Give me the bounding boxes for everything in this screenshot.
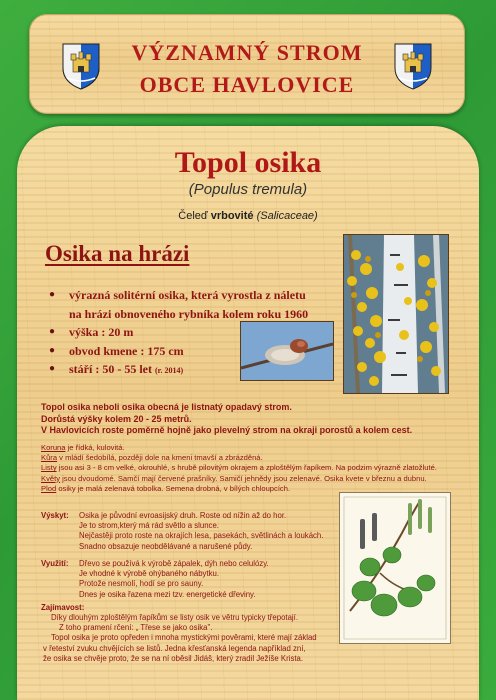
intro-paragraph: Topol osika neboli osika obecná je listnatý opadavý strom. Dorůstá výšky kolem 20 - 25 metrů. V Havlovicích roste poměrně hojně jako plevelný strom na okraji porostů a kolem cest. — [41, 402, 413, 435]
occurrence-text: Osika je původní evroasijský druh. Roste od nížin až do hor. Je to strom,který má rád světlo a slunce. Nejčastěji proto roste na okrajích lesa, pasekách, světlinách a loukách. Snadno obsazuje neobdělávané a narušené půdy. — [79, 511, 324, 551]
info-panel — [17, 126, 479, 700]
header-board — [29, 14, 465, 114]
page-title: Topol osika — [174, 146, 322, 179]
usage-label: Využití: — [41, 559, 69, 568]
coat-of-arms-icon — [393, 42, 433, 90]
curiosity-text: Díky dlouhým zploštělým řapíkům se listy osik ve větru typicky třepotají. Z toho pramení rčení: „ Třese se jako osika". Topol osika je proto opředen i mnoha mystickými pověrami, které mají základ v řeteství zvuku chvějících se listů. Jedna křesťanská legenda například zní, že osika se chvěje proto, že se na ní oběsil Jidáš, který zradil Ježíše Krista. — [43, 613, 317, 663]
family-line — [17, 210, 479, 222]
botanical-illustration — [339, 492, 451, 644]
family-prefix: Čeleď — [178, 210, 208, 222]
list-item: ● obvod kmene : 175 cm — [47, 342, 347, 361]
list-item: ● výška : 20 m — [47, 323, 347, 342]
occurrence-label: Výskyt: — [41, 511, 69, 520]
section-subtitle: Osika na hrázi — [45, 241, 190, 266]
catkin-photo — [240, 321, 334, 381]
header-line-1: VÝZNAMNÝ STROM — [131, 40, 363, 65]
list-item: ● výrazná solitérní osika, která vyrostla z náletu — [47, 286, 347, 305]
usage-text: Dřevo se používá k výrobě zápalek, dýh nebo celulózy. Je vhodné k výrobě ohýbaného nábytku. Protože nesmolí, hodí se pro sauny. Dnes je osika řazena mezi tzv. energetické dřeviny. — [79, 559, 269, 599]
list-item: Plod osiky je malá zelenavá tobolka. Semena drobná, v bílých chloupcích. — [41, 483, 291, 493]
latin-name: (Populus tremula) — [188, 181, 308, 198]
age-note: (r. 2014) — [154, 366, 184, 375]
aspen-tree-photo — [343, 234, 449, 394]
list-item: Kůra v mládí šedobílá, později dole na kmeni tmavší a zbrázděná. — [41, 453, 263, 463]
list-item: na hrázi obnoveného rybníka kolem roku 1960 — [69, 306, 309, 321]
family-name: vrbovité — [210, 210, 254, 222]
list-item: Květy jsou dvoudomé. Samčí mají červené prašníky. Samičí jehnědy jsou zelenavé. Osika kvete v březnu a dubnu. — [41, 473, 427, 483]
description-block — [41, 443, 471, 494]
list-item: Listy jsou asi 3 - 8 cm velké, okrouhlé, s hrubě pilovitým okrajem a zploštělým řapíkem. Na podzim výrazně zlatožluté. — [41, 463, 437, 473]
list-item: Koruna je řídká, kulovitá. — [41, 443, 125, 452]
list-item: ● stáří : 50 - 55 let (r. 2014) — [47, 360, 347, 381]
header-line-2: OBCE HAVLOVICE — [139, 72, 355, 97]
family-latin: (Salicaceae) — [256, 210, 318, 222]
curiosity-label: Zajímavost: — [41, 603, 85, 612]
